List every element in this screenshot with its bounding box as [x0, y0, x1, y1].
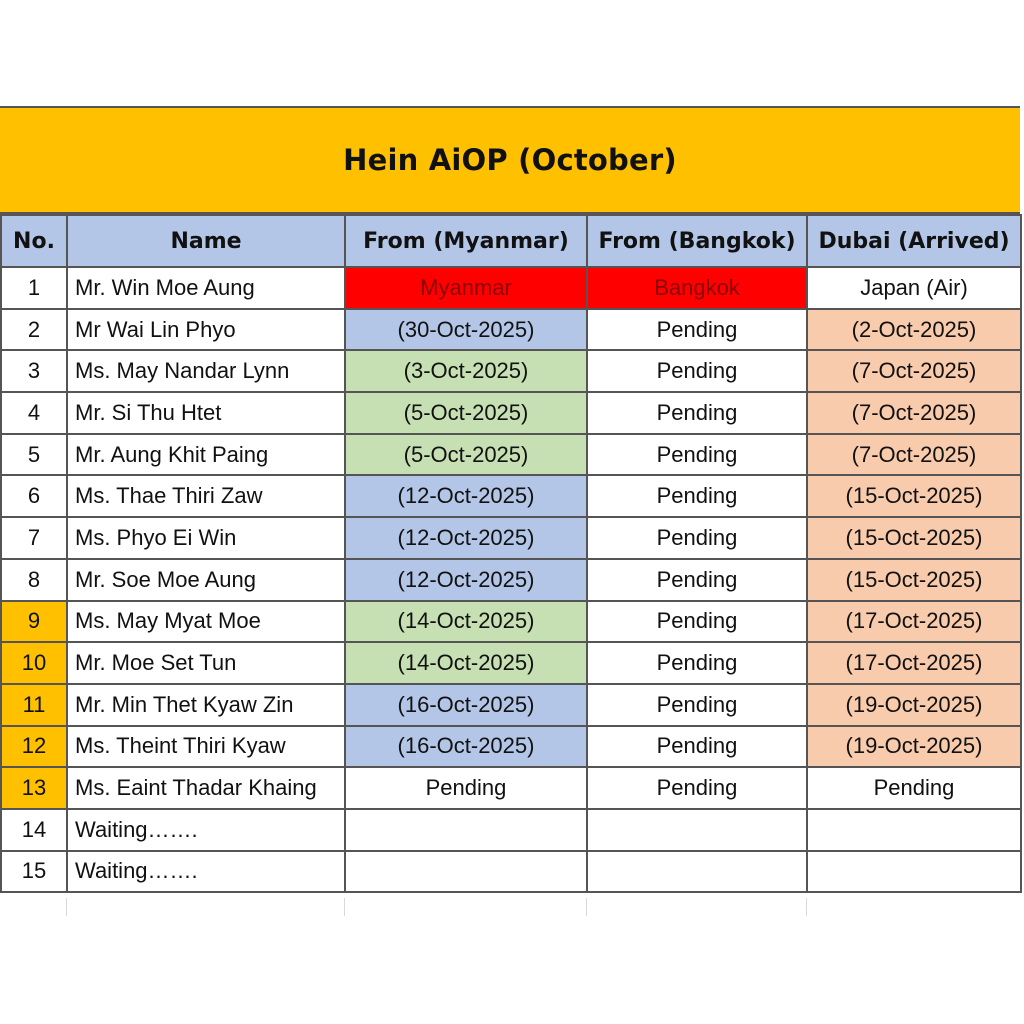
cell-from-bangkok[interactable]: Pending — [587, 559, 807, 601]
cell-no[interactable]: 15 — [1, 851, 67, 893]
cell-no[interactable]: 6 — [1, 475, 67, 517]
cell-from-myanmar[interactable]: Myanmar — [345, 267, 587, 309]
cell-name[interactable]: Ms. Theint Thiri Kyaw — [67, 726, 345, 768]
table-row — [1, 851, 1021, 893]
table-row — [1, 267, 1021, 309]
schedule-table — [0, 214, 1022, 893]
gridline — [806, 898, 807, 916]
cell-from-bangkok[interactable]: Pending — [587, 642, 807, 684]
sheet-title: Hein AiOP (October) — [343, 143, 677, 177]
table-row — [1, 475, 1021, 517]
cell-dubai-arrived[interactable]: (15-Oct-2025) — [807, 475, 1021, 517]
cell-from-bangkok[interactable]: Pending — [587, 517, 807, 559]
header-name[interactable]: Name — [67, 215, 345, 267]
table-row — [1, 767, 1021, 809]
cell-no[interactable]: 8 — [1, 559, 67, 601]
cell-dubai-arrived[interactable]: (19-Oct-2025) — [807, 726, 1021, 768]
cell-no[interactable]: 1 — [1, 267, 67, 309]
cell-name[interactable]: Ms. May Nandar Lynn — [67, 350, 345, 392]
cell-no[interactable]: 4 — [1, 392, 67, 434]
cell-dubai-arrived[interactable]: (17-Oct-2025) — [807, 642, 1021, 684]
cell-no[interactable]: 5 — [1, 434, 67, 476]
table-row — [1, 392, 1021, 434]
cell-from-myanmar[interactable]: (12-Oct-2025) — [345, 475, 587, 517]
cell-name[interactable]: Mr. Moe Set Tun — [67, 642, 345, 684]
cell-dubai-arrived[interactable] — [807, 851, 1021, 893]
cell-from-bangkok[interactable]: Pending — [587, 309, 807, 351]
cell-from-bangkok[interactable]: Pending — [587, 350, 807, 392]
cell-dubai-arrived[interactable]: (19-Oct-2025) — [807, 684, 1021, 726]
cell-dubai-arrived[interactable]: (7-Oct-2025) — [807, 392, 1021, 434]
table-row — [1, 726, 1021, 768]
gridline — [344, 898, 345, 916]
gridline — [586, 898, 587, 916]
cell-no[interactable]: 12 — [1, 726, 67, 768]
table-row — [1, 559, 1021, 601]
cell-from-myanmar[interactable]: Pending — [345, 767, 587, 809]
gridline — [66, 898, 67, 916]
cell-no[interactable]: 3 — [1, 350, 67, 392]
table-row — [1, 601, 1021, 643]
cell-no[interactable]: 11 — [1, 684, 67, 726]
cell-dubai-arrived[interactable]: (17-Oct-2025) — [807, 601, 1021, 643]
cell-from-myanmar[interactable]: (5-Oct-2025) — [345, 392, 587, 434]
cell-no[interactable]: 9 — [1, 601, 67, 643]
table-row — [1, 684, 1021, 726]
cell-from-bangkok[interactable]: Pending — [587, 601, 807, 643]
cell-name[interactable]: Mr. Soe Moe Aung — [67, 559, 345, 601]
cell-no[interactable]: 7 — [1, 517, 67, 559]
cell-name[interactable]: Mr. Win Moe Aung — [67, 267, 345, 309]
cell-from-myanmar[interactable]: (30-Oct-2025) — [345, 309, 587, 351]
cell-no[interactable]: 13 — [1, 767, 67, 809]
cell-dubai-arrived[interactable]: Japan (Air) — [807, 267, 1021, 309]
title-cell[interactable] — [0, 106, 1020, 214]
table-row — [1, 642, 1021, 684]
cell-from-myanmar[interactable]: (5-Oct-2025) — [345, 434, 587, 476]
cell-dubai-arrived[interactable]: (7-Oct-2025) — [807, 434, 1021, 476]
table-row — [1, 350, 1021, 392]
header-no[interactable]: No. — [1, 215, 67, 267]
header-from-myanmar[interactable]: From (Myanmar) — [345, 215, 587, 267]
cell-name[interactable]: Waiting……. — [67, 851, 345, 893]
cell-name[interactable]: Ms. Phyo Ei Win — [67, 517, 345, 559]
cell-from-bangkok[interactable]: Pending — [587, 684, 807, 726]
cell-no[interactable]: 2 — [1, 309, 67, 351]
cell-no[interactable]: 10 — [1, 642, 67, 684]
cell-from-myanmar[interactable]: (12-Oct-2025) — [345, 559, 587, 601]
cell-dubai-arrived[interactable]: (15-Oct-2025) — [807, 559, 1021, 601]
cell-name[interactable]: Mr. Aung Khit Paing — [67, 434, 345, 476]
cell-from-bangkok[interactable] — [587, 809, 807, 851]
cell-dubai-arrived[interactable] — [807, 809, 1021, 851]
cell-from-bangkok[interactable]: Pending — [587, 726, 807, 768]
table-row — [1, 434, 1021, 476]
header-dubai-arrived[interactable]: Dubai (Arrived) — [807, 215, 1021, 267]
cell-from-myanmar[interactable]: (12-Oct-2025) — [345, 517, 587, 559]
cell-no[interactable]: 14 — [1, 809, 67, 851]
cell-from-bangkok[interactable]: Pending — [587, 475, 807, 517]
cell-from-bangkok[interactable]: Bangkok — [587, 267, 807, 309]
table-row — [1, 309, 1021, 351]
header-from-bangkok[interactable]: From (Bangkok) — [587, 215, 807, 267]
cell-name[interactable]: Ms. May Myat Moe — [67, 601, 345, 643]
cell-name[interactable]: Waiting……. — [67, 809, 345, 851]
cell-from-myanmar[interactable] — [345, 809, 587, 851]
cell-name[interactable]: Mr. Min Thet Kyaw Zin — [67, 684, 345, 726]
cell-dubai-arrived[interactable]: (2-Oct-2025) — [807, 309, 1021, 351]
cell-from-bangkok[interactable] — [587, 851, 807, 893]
cell-name[interactable]: Mr Wai Lin Phyo — [67, 309, 345, 351]
cell-dubai-arrived[interactable]: (15-Oct-2025) — [807, 517, 1021, 559]
cell-from-myanmar[interactable]: (3-Oct-2025) — [345, 350, 587, 392]
cell-from-myanmar[interactable] — [345, 851, 587, 893]
cell-from-myanmar[interactable]: (14-Oct-2025) — [345, 601, 587, 643]
cell-from-myanmar[interactable]: (16-Oct-2025) — [345, 726, 587, 768]
cell-from-bangkok[interactable]: Pending — [587, 392, 807, 434]
cell-from-myanmar[interactable]: (14-Oct-2025) — [345, 642, 587, 684]
table-row — [1, 809, 1021, 851]
cell-from-myanmar[interactable]: (16-Oct-2025) — [345, 684, 587, 726]
cell-name[interactable]: Ms. Thae Thiri Zaw — [67, 475, 345, 517]
cell-from-bangkok[interactable]: Pending — [587, 767, 807, 809]
cell-dubai-arrived[interactable]: Pending — [807, 767, 1021, 809]
header-row — [1, 215, 1021, 267]
table-row — [1, 517, 1021, 559]
cell-name[interactable]: Ms. Eaint Thadar Khaing — [67, 767, 345, 809]
cell-from-bangkok[interactable]: Pending — [587, 434, 807, 476]
cell-dubai-arrived[interactable]: (7-Oct-2025) — [807, 350, 1021, 392]
cell-name[interactable]: Mr. Si Thu Htet — [67, 392, 345, 434]
empty-grid-lines — [0, 898, 1024, 918]
